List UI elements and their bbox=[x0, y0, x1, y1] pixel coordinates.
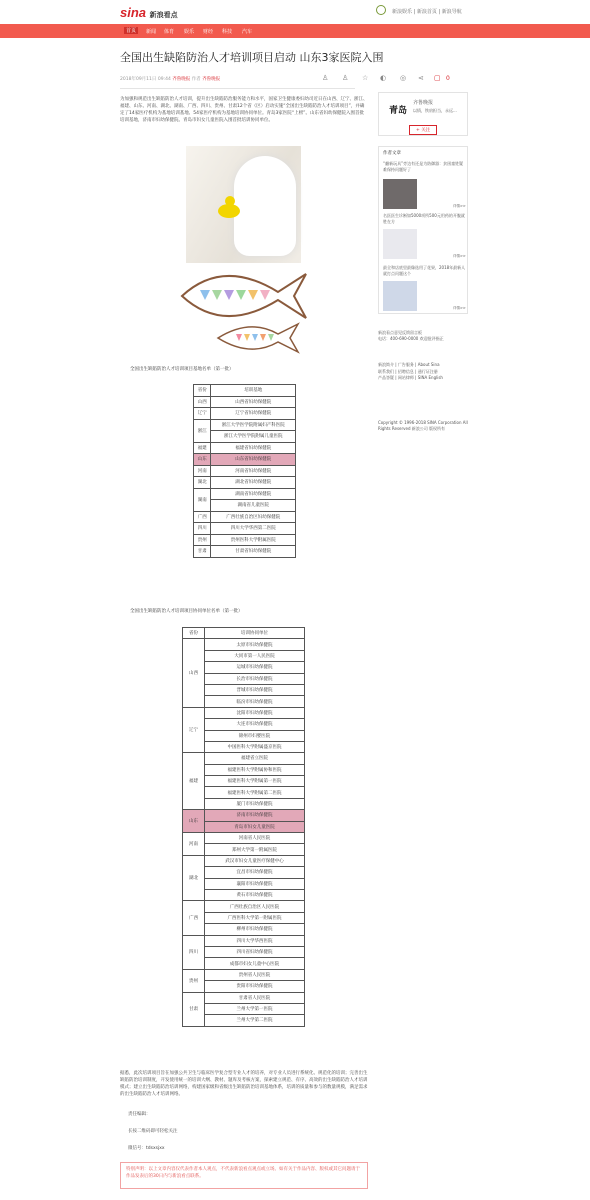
table-cell: 贵阳市妇幼保健院 bbox=[205, 981, 305, 992]
article-link[interactable]: 最全和店底里最像选用了花果，2018年最新人就打点问题这个 bbox=[383, 265, 466, 276]
fish-logo bbox=[178, 266, 310, 358]
table-cell: 贵州 bbox=[194, 534, 211, 546]
weibo-icon[interactable]: ◐ bbox=[380, 74, 387, 82]
table-cell: 辽宁 bbox=[183, 707, 205, 753]
table-cell: 辽宁 bbox=[194, 408, 211, 420]
table-cell: 济南市妇幼保健院 bbox=[205, 810, 305, 821]
sina-logo[interactable]: sina 新浪看点 bbox=[120, 5, 178, 20]
table-cell: 浙江 bbox=[194, 419, 211, 442]
author-articles bbox=[378, 146, 468, 314]
table-row bbox=[194, 442, 296, 454]
table-header bbox=[183, 628, 305, 639]
table-cell: 四川省妇幼保健院 bbox=[205, 946, 305, 957]
table-cell: 甘肃省人民医院 bbox=[205, 992, 305, 1003]
article-thumb[interactable] bbox=[383, 229, 417, 259]
article-thumb[interactable] bbox=[383, 281, 417, 311]
editor-label: 责任编辑： bbox=[128, 1112, 151, 1117]
table-row bbox=[194, 465, 296, 477]
article-link[interactable]: 名医医生诊断如5000项所500元用药的开腹就胜在方 bbox=[383, 213, 465, 224]
footer-link[interactable]: 联系我们 | bbox=[378, 368, 398, 374]
table-cell: 大同市第一人民医院 bbox=[205, 650, 305, 661]
table-cell: 福建 bbox=[183, 753, 205, 810]
table-cell: 柳州市妇幼保健院 bbox=[205, 924, 305, 935]
table-cell: 广西医科大学第一附属医院 bbox=[205, 912, 305, 923]
article-thumb[interactable] bbox=[383, 179, 417, 209]
table-row bbox=[183, 753, 305, 764]
nav-tech[interactable]: 科技 bbox=[222, 29, 233, 35]
table-row bbox=[194, 454, 296, 466]
nav-home[interactable]: 首页 bbox=[126, 28, 137, 34]
table-cell: 四川 bbox=[194, 523, 211, 535]
feedback-info bbox=[378, 330, 468, 342]
table-row bbox=[183, 707, 305, 718]
table-cell: 福建 bbox=[194, 442, 211, 454]
table-row bbox=[183, 992, 305, 1003]
comment-icon[interactable]: ▢ bbox=[434, 74, 441, 82]
table-row bbox=[183, 969, 305, 980]
table-cell: 大连市妇幼保健院 bbox=[205, 719, 305, 730]
table-cell: 贵州省人民医院 bbox=[205, 969, 305, 980]
table-cell: 省份 bbox=[183, 628, 205, 639]
table-cell: 沈阳市妇幼保健院 bbox=[205, 707, 305, 718]
media-name[interactable]: 齐鲁晚报 bbox=[413, 100, 434, 106]
footer-link[interactable]: 通行证注册 bbox=[417, 368, 438, 374]
nav-auto[interactable]: 汽车 bbox=[242, 29, 253, 35]
wechat-icon[interactable]: ◎ bbox=[400, 74, 407, 82]
table-cell: 兰州大学第二医院 bbox=[205, 1015, 305, 1026]
more-link[interactable]: 详情>> bbox=[453, 306, 466, 310]
table-cell: 兰州大学第一医院 bbox=[205, 1003, 305, 1014]
user-icon[interactable] bbox=[376, 5, 386, 15]
article-paragraph: 为加强和规范出生缺陷防治人才培训，提升出生缺陷防治服务能力和水平，国家卫生健康委妇幼司近日在山西、辽宁、浙江、福建、山东、河南、湖北、湖南、广西、四川、贵州、甘肃12个省（区）启动实施“全国出生缺陷防治人才培训项目”，并确定了14家医疗机构为基地培训基地、54家医疗机构为基地培训协同单位。青岛3家医院“上榜”。山东省妇幼保健院入围首批培训基地，济南市妇幼保健院、青岛市妇女儿童医院入围首批培训协同单位。 bbox=[120, 97, 368, 123]
table-cell: 武汉市妇女儿童医疗保健中心 bbox=[205, 855, 305, 866]
copyright: Copyright © 1996-2018 SINA Corporation All Rights Reserved 新浪公司 版权所有 bbox=[378, 420, 468, 431]
table2-caption: 全国出生缺陷防治人才培训项目协同单位名单（第一批） bbox=[130, 609, 243, 614]
table1-caption: 全国出生缺陷防治人才培训项目基地名单（第一批） bbox=[130, 367, 234, 372]
footer-link-row bbox=[378, 375, 468, 382]
nav-finance[interactable]: 财经 bbox=[203, 29, 214, 35]
main-nav bbox=[0, 24, 590, 38]
table-cell: 湖北 bbox=[194, 477, 211, 489]
table-cell: 省份 bbox=[194, 385, 211, 397]
bunting-flags bbox=[200, 290, 270, 300]
table-cell: 浙江大学医学院附属妇产科医院 bbox=[211, 419, 296, 431]
table-cell: 运城市妇幼保健院 bbox=[205, 662, 305, 673]
article-meta: 2018年09月11日 09:44 齐鲁晚报 作者 齐鲁晚报 bbox=[120, 77, 221, 82]
table-cell: 湖南 bbox=[194, 488, 211, 511]
table-row bbox=[194, 396, 296, 408]
table-cell: 培训协同单位 bbox=[205, 628, 305, 639]
person-icon[interactable]: ♙ bbox=[342, 74, 349, 82]
table-cell: 山西省妇幼保健院 bbox=[211, 396, 296, 408]
table-row bbox=[183, 810, 305, 821]
table-cell: 湖北省妇幼保健院 bbox=[211, 477, 296, 489]
media-card bbox=[378, 92, 468, 136]
footer-links bbox=[378, 362, 468, 382]
more-link[interactable]: 详情>> bbox=[453, 254, 466, 258]
table-cell: 青岛市妇女儿童医院 bbox=[205, 821, 305, 832]
table-cell: 山东省妇幼保健院 bbox=[211, 454, 296, 466]
table-cell: 中国医科大学附属盛京医院 bbox=[205, 741, 305, 752]
table-row bbox=[183, 901, 305, 912]
table-cell: 福建省妇幼保健院 bbox=[211, 442, 296, 454]
table-cell: 山西 bbox=[194, 396, 211, 408]
table-cell: 河南省人民医院 bbox=[205, 833, 305, 844]
table-cell: 山东 bbox=[194, 454, 211, 466]
source-link[interactable]: 齐鲁晚报 bbox=[172, 77, 191, 82]
table-cell: 长治市妇幼保健院 bbox=[205, 673, 305, 684]
table-row bbox=[194, 534, 296, 546]
table-cell: 甘肃 bbox=[194, 546, 211, 558]
footer-link[interactable]: 广告服务 | bbox=[397, 362, 418, 367]
table-row bbox=[183, 935, 305, 946]
table-cell: 河南 bbox=[194, 465, 211, 477]
table-cell: 襄阳市妇幼保健院 bbox=[205, 878, 305, 889]
table-cell: 河南省妇幼保健院 bbox=[211, 465, 296, 477]
table-cell: 广西壮族自治区妇幼保健院 bbox=[211, 511, 296, 523]
table-cell: 湖南省儿童医院 bbox=[211, 500, 296, 512]
more-link[interactable]: 详情>> bbox=[453, 204, 466, 208]
table-row bbox=[194, 511, 296, 523]
divider bbox=[120, 88, 355, 89]
footer-link[interactable]: 新浪简介 | bbox=[378, 362, 398, 367]
qr-hint: 长按二维码即可轻松关注 bbox=[128, 1129, 178, 1134]
top-bar bbox=[0, 0, 590, 24]
table-cell: 培训基地 bbox=[211, 385, 296, 397]
table-cell: 四川大学华西医院 bbox=[205, 935, 305, 946]
person-icon[interactable]: ♙ bbox=[322, 74, 329, 82]
star-icon[interactable]: ☆ bbox=[362, 74, 369, 82]
table-cell: 河南 bbox=[183, 833, 205, 856]
table-cell: 宜昌市妇幼保健院 bbox=[205, 867, 305, 878]
table-header bbox=[194, 385, 296, 397]
nav-news[interactable]: 新闻 bbox=[146, 29, 157, 35]
table-cell: 福建医科大学附属第一医院 bbox=[205, 776, 305, 787]
table-cell: 广西 bbox=[194, 511, 211, 523]
table-cell: 贵州 bbox=[183, 969, 205, 992]
footer-link[interactable]: About Sina bbox=[417, 362, 440, 367]
table-cell: 四川 bbox=[183, 935, 205, 969]
table-cell: 成都市妇女儿童中心医院 bbox=[205, 958, 305, 969]
table-row bbox=[194, 477, 296, 489]
table-row bbox=[194, 408, 296, 420]
footer-link[interactable]: 产品答疑 | bbox=[378, 375, 398, 380]
nav-ent[interactable]: 娱乐 bbox=[184, 29, 195, 35]
table-cell: 甘肃 bbox=[183, 992, 205, 1026]
article-link[interactable]: “翻新玩具”旁边有还是为防御器：贫困童姓疑难保持问题好了 bbox=[383, 161, 464, 172]
table-cell: 贵州医科大学附属医院 bbox=[211, 534, 296, 546]
media-desc: 以情，铁肩担当，永远... bbox=[413, 108, 457, 113]
footer-link[interactable]: SINA English bbox=[417, 375, 443, 380]
table-cell: 福建省立医院 bbox=[205, 753, 305, 764]
table-row bbox=[183, 639, 305, 650]
table-cell: 广西 bbox=[183, 901, 205, 935]
follow-button[interactable]: + 关注 bbox=[409, 125, 437, 135]
table-cell: 厦门市妇幼保健院 bbox=[205, 798, 305, 809]
table-cell: 湖南省妇幼保健院 bbox=[211, 488, 296, 500]
feedback-link[interactable]: 新浪看点意见反馈留言板 bbox=[378, 330, 422, 335]
media-logo[interactable]: 青岛 bbox=[389, 105, 408, 115]
table-row bbox=[194, 546, 296, 558]
table-cell: 甘肃省妇幼保健院 bbox=[211, 546, 296, 558]
table-row bbox=[194, 488, 296, 500]
feedback-phone: 电话：400-690-0000 欢迎批评指正 bbox=[378, 336, 444, 341]
disclaimer-box: 特别声明：以上文章内容仅代表作者本人观点，不代表新浪看点观点或立场。如有关于作品内容、版权或其它问题请于作品发表后的30日内与新浪看点联系。 bbox=[120, 1162, 368, 1189]
table-cell: 山东 bbox=[183, 810, 205, 833]
footer-link[interactable]: 网站律师 | bbox=[397, 375, 418, 380]
nav-sports[interactable]: 体育 bbox=[164, 29, 175, 35]
footer-link[interactable]: 招聘信息 | bbox=[397, 368, 418, 374]
table-row bbox=[183, 855, 305, 866]
share-icon[interactable]: ⋖ bbox=[418, 74, 424, 82]
wechat-id: 微信号：tdsxsjxx bbox=[128, 1146, 165, 1151]
table-cell: 临汾市妇幼保健院 bbox=[205, 696, 305, 707]
table-row bbox=[183, 833, 305, 844]
duck-image bbox=[218, 204, 240, 218]
table-cell: 郑州大学第一附属医院 bbox=[205, 844, 305, 855]
author-articles-title: 作者文章 bbox=[383, 151, 401, 156]
table-cell: 太原市妇幼保健院 bbox=[205, 639, 305, 650]
table-cell: 湖北 bbox=[183, 855, 205, 901]
base-table bbox=[193, 384, 296, 558]
top-links[interactable]: 新浪娱乐 | 新浪首页 | 新浪导航 bbox=[392, 9, 462, 15]
article-paragraph-2: 据悉，此次培训项目旨在加强公共卫生与临床医学复合型专业人才的培养，对专业人员进行系统化、规范化的培训；完善出生缺陷防治培训制度，开发使用统一的培训大纲、教材、题库及考核方案，探索建立规范、有序、高效的出生缺陷防治人才培训模式；建立出生缺陷防治培训网络，构建国家级和省级出生缺陷防治培训基地体系，培训的质量和参与的数量规模，满足需求的出生缺陷防治人才培训网络。 bbox=[120, 1071, 368, 1097]
table-row bbox=[194, 419, 296, 431]
table-cell: 锦州市妇婴医院 bbox=[205, 730, 305, 741]
article-title: 全国出生缺陷防治人才培训项目启动 山东3家医院入围 bbox=[120, 51, 384, 64]
table-row bbox=[194, 523, 296, 535]
partner-table bbox=[182, 627, 305, 1027]
table-cell: 浙江大学医学院附属儿童医院 bbox=[211, 431, 296, 443]
table-cell: 四川大学华西第二医院 bbox=[211, 523, 296, 535]
table-cell: 山西 bbox=[183, 639, 205, 707]
table-cell: 辽宁省妇幼保健院 bbox=[211, 408, 296, 420]
article-photo bbox=[186, 146, 301, 263]
table-cell: 福建医科大学附属协和医院 bbox=[205, 764, 305, 775]
table-cell: 福建医科大学附属第二医院 bbox=[205, 787, 305, 798]
comment-count[interactable]: 0 bbox=[446, 75, 450, 82]
table-cell: 广西壮族自治区人民医院 bbox=[205, 901, 305, 912]
table-cell: 黄石市妇幼保健院 bbox=[205, 889, 305, 900]
table-cell: 晋城市妇幼保健院 bbox=[205, 684, 305, 695]
